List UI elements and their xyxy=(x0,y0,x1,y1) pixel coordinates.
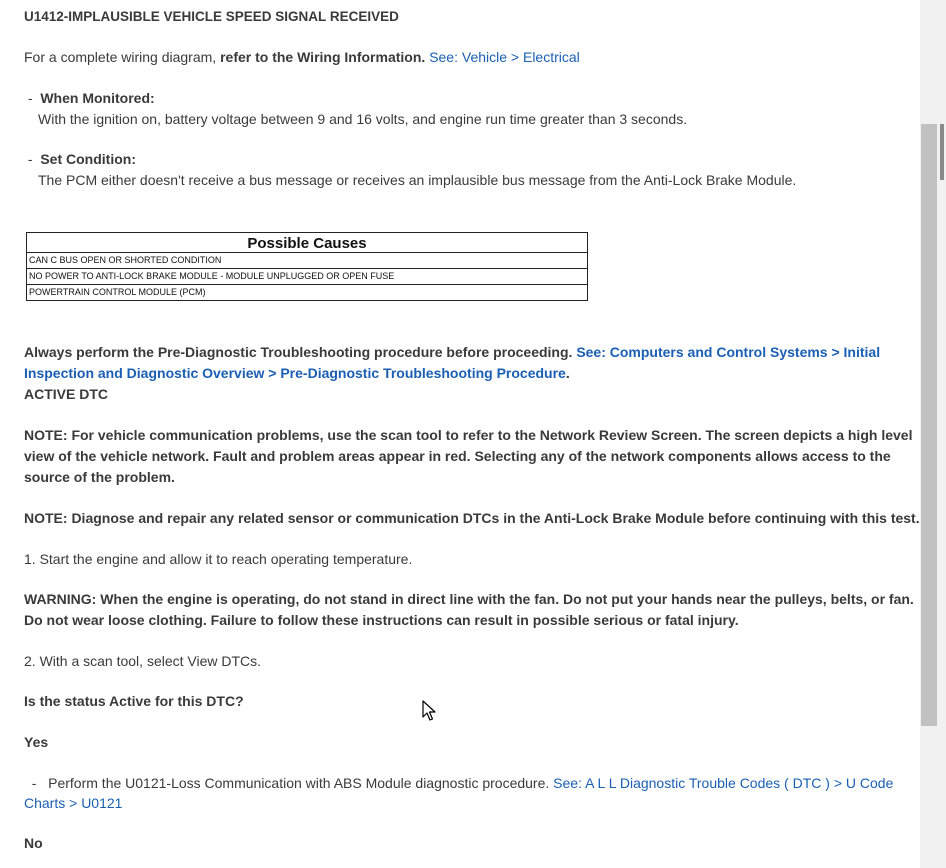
note-diagnose-repair: NOTE: Diagnose and repair any related sensor or communication DTCs in the Anti-Lock Brake Module before continuing with this test. xyxy=(24,510,920,526)
page-title: U1412-IMPLAUSIBLE VEHICLE SPEED SIGNAL RECEIVED xyxy=(24,9,399,24)
active-dtc-heading: ACTIVE DTC xyxy=(24,386,108,402)
step-1: 1. Start the engine and allow it to reach operating temperature. xyxy=(24,551,413,567)
pre-diagnostic-link[interactable]: See: Computers and Control Systems > Initial Inspection and Diagnostic Overview > Pre-Diagnostic Troubleshooting Procedure xyxy=(24,344,881,381)
set-condition-label: Set Condition: xyxy=(40,151,136,167)
wiring-link[interactable]: See: Vehicle > Electrical xyxy=(429,49,580,65)
wiring-info-line xyxy=(24,47,580,67)
wiring-prefix: For a complete wiring diagram, xyxy=(24,49,221,65)
set-condition-text: The PCM either doesn't receive a bus message or receives an implausible bus message from the Anti-Lock Brake Module. xyxy=(38,172,797,188)
mouse-cursor-icon xyxy=(422,700,438,724)
cause-row: POWERTRAIN CONTROL MODULE (PCM) xyxy=(27,285,588,301)
when-monitored-heading xyxy=(24,88,155,108)
answer-no: No xyxy=(24,835,43,851)
pre-diagnostic-paragraph xyxy=(24,342,914,384)
when-monitored-label: When Monitored: xyxy=(40,90,155,106)
cause-row: CAN C BUS OPEN OR SHORTED CONDITION xyxy=(27,253,588,269)
when-monitored-text: With the ignition on, battery voltage between 9 and 16 volts, and engine run time greater than 3 seconds. xyxy=(38,111,688,127)
warning-paragraph: WARNING: When the engine is operating, do not stand in direct line with the fan. Do not put your hands near the pulleys, belts, or fan. Do not wear loose clothing. Failure to follow these instructions can result in possible serious or fatal injury. xyxy=(24,591,914,628)
yes-action-dash: - xyxy=(31,775,37,791)
answer-yes: Yes xyxy=(24,734,49,750)
set-condition-dash: - xyxy=(27,151,33,167)
possible-causes-header: Possible Causes xyxy=(27,233,588,253)
question-active-status: Is the status Active for this DTC? xyxy=(24,693,244,709)
when-monitored-dash: - xyxy=(27,90,33,106)
step-2: 2. With a scan tool, select View DTCs. xyxy=(24,653,262,669)
scrollbar-edge-indicator xyxy=(940,124,944,180)
yes-action-text: Perform the U0121-Loss Communication with ABS Module diagnostic procedure. xyxy=(48,775,554,791)
note-network-review: NOTE: For vehicle communication problems, use the scan tool to refer to the Network Review Screen. The screen depicts a high level view of the vehicle network. Fault and problem areas appear in red. Selecting any of the network components allows access to the source of the problem. xyxy=(24,427,913,485)
set-condition-heading xyxy=(24,149,136,169)
pre-diagnostic-period: . xyxy=(565,365,570,381)
cause-row: NO POWER TO ANTI-LOCK BRAKE MODULE - MODULE UNPLUGGED OR OPEN FUSE xyxy=(27,269,588,285)
vertical-scrollbar-thumb[interactable] xyxy=(921,124,937,726)
possible-causes-table xyxy=(26,232,588,301)
pre-diagnostic-text: Always perform the Pre-Diagnostic Troubleshooting procedure before proceeding. xyxy=(24,344,577,360)
wiring-bold: refer to the Wiring Information. xyxy=(220,49,426,65)
u0121-link[interactable]: See: A L L Diagnostic Trouble Codes ( DTC ) > U Code Charts > U0121 xyxy=(24,775,894,811)
yes-action-paragraph xyxy=(24,773,914,813)
